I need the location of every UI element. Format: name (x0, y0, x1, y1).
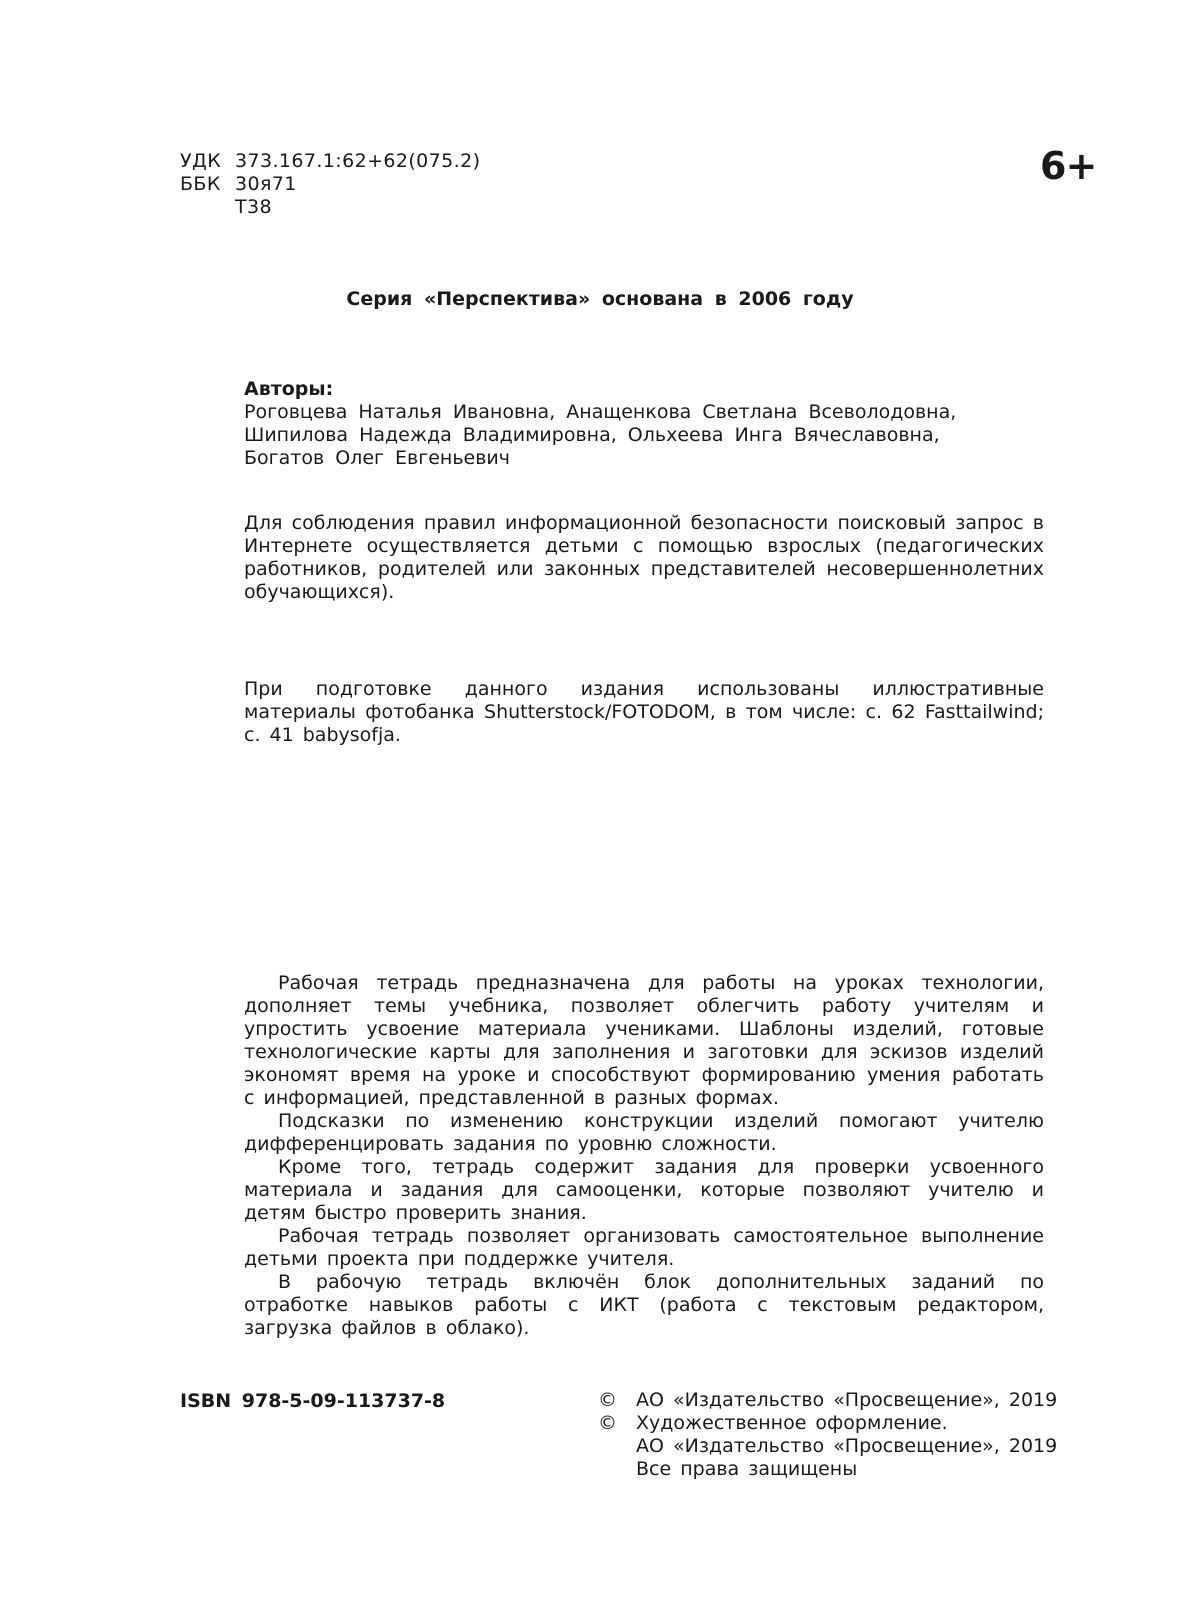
copyright-line: АО «Издательство «Просвещение», 2019 (636, 1435, 1058, 1457)
author-mark: Т38 (235, 196, 272, 218)
copyright-block (598, 1389, 1098, 1481)
copyright-line: АО «Издательство «Просвещение», 2019 (636, 1389, 1058, 1411)
illustrations-note: При подготовке данного издания использованы иллюстративные материалы фотобанка Shutterstock/FOTODOM, в том числе: с. 62 Fasttailwind; с. 41 babysofja. (244, 678, 1044, 746)
copyright-row (598, 1389, 1098, 1412)
copyright-row (598, 1435, 1098, 1458)
about-paragraph: Рабочая тетрадь позволяет организовать самостоятельное выполнение детьми проекта при поддержке учителя. (244, 1225, 1044, 1270)
udk-label: УДК (180, 150, 222, 172)
udk-value: 373.167.1:62+62(075.2) (235, 150, 481, 172)
copyright-icon: © (598, 1389, 617, 1411)
series-line: Серия «Перспектива» основана в 2006 году (346, 288, 854, 310)
isbn: ISBN 978-5-09-113737-8 (180, 1390, 446, 1412)
authors-block (244, 378, 1044, 470)
copyright-line: Художественное оформление. (636, 1412, 948, 1434)
authors-line: Богатов Олег Евгеньевич (244, 447, 510, 469)
copyright-row (598, 1412, 1098, 1435)
bbk-label: ББК (180, 173, 221, 195)
about-paragraph: В рабочую тетрадь включён блок дополнительных заданий по отработке навыков работы с ИКТ (работа с текстовым редактором, загрузка файлов в облако). (244, 1271, 1044, 1339)
age-rating: 6+ (1040, 144, 1097, 188)
author-mark-row (180, 196, 480, 219)
udk-row (180, 150, 480, 173)
about-paragraph: Подсказки по изменению конструкции изделий помогают учителю дифференцировать задания по уровню сложности. (244, 1110, 1044, 1155)
about-paragraph: Рабочая тетрадь предназначена для работы на уроках технологии, дополняет темы учебника, позволяет облегчить работу учителям и упростить усвоение материала учениками. Шаблоны изделий, готовые технологические карты для заполнения и заготовки для эскизов изделий экономят время на уроке и способствуют формированию умения работать с информацией, представленной в разных формах. (244, 972, 1044, 1109)
about-paragraph: Кроме того, тетрадь содержит задания для проверки усвоенного материала и задания для самооценки, которые позволяют учителю и детям быстро проверить знания. (244, 1156, 1044, 1224)
copyright-row (598, 1458, 1098, 1481)
catalog-block (180, 150, 480, 219)
authors-heading: Авторы: (244, 378, 334, 400)
rights-line: Все права защищены (636, 1458, 858, 1480)
bbk-value: 30я71 (235, 173, 297, 195)
authors-line: Шипилова Надежда Владимировна, Ольхеева Инга Вячеславовна, (244, 424, 940, 446)
copyright-icon: © (598, 1412, 617, 1434)
authors-line: Роговцева Наталья Ивановна, Анащенкова Светлана Всеволодовна, (244, 401, 957, 423)
safety-note: Для соблюдения правил информационной безопасности поисковый запрос в Интернете осуществляется детьми с помощью взрослых (педагогических работников, родителей или законных представителей несовершеннолетних обучающихся). (244, 512, 1044, 603)
bbk-row (180, 173, 480, 196)
about-block (244, 972, 1044, 1340)
